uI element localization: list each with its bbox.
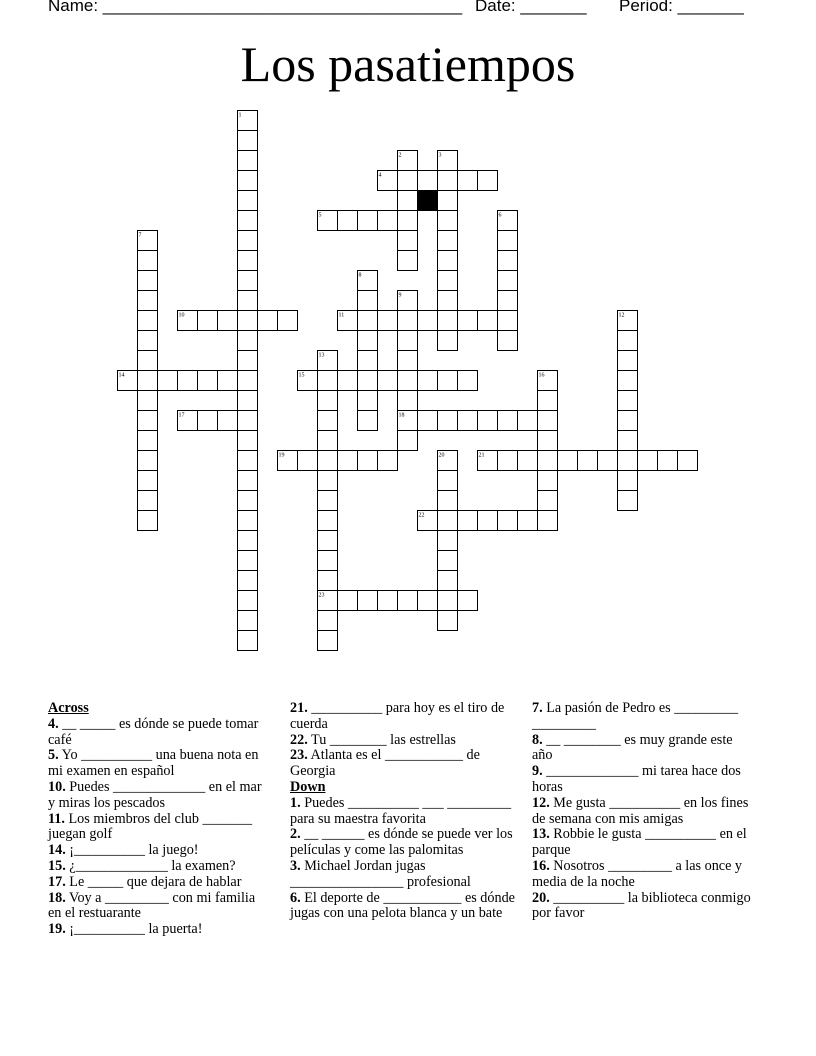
grid-cell[interactable] bbox=[538, 491, 558, 511]
grid-cell[interactable] bbox=[358, 371, 378, 391]
across-clue: 15. ¿_____________ la examen? bbox=[48, 857, 236, 874]
grid-cell[interactable] bbox=[398, 391, 418, 411]
grid-cell[interactable] bbox=[138, 351, 158, 371]
across-heading: Across bbox=[48, 700, 89, 716]
grid-cell[interactable] bbox=[538, 411, 558, 431]
grid-cell[interactable] bbox=[458, 511, 478, 531]
grid-cell[interactable] bbox=[238, 391, 258, 411]
grid-cell[interactable] bbox=[318, 551, 338, 571]
grid-cell[interactable] bbox=[398, 331, 418, 351]
grid-cell[interactable] bbox=[318, 631, 338, 651]
clue-number: 18 bbox=[398, 412, 405, 419]
clue-number: 13 bbox=[318, 352, 325, 359]
clue-number: 16 bbox=[538, 372, 545, 379]
date-field[interactable]: Date: _______ bbox=[475, 0, 587, 15]
grid-cell[interactable] bbox=[438, 411, 458, 431]
down-clue: 9. _____________ mi tarea hace dos horas bbox=[532, 763, 741, 795]
name-field[interactable]: Name: ______________________________________ bbox=[48, 0, 463, 15]
grid-cell[interactable] bbox=[438, 211, 458, 231]
clue-number: 2 bbox=[398, 152, 402, 159]
across-clue: 18. Voy a _________ con mi familia en el restuarante bbox=[48, 889, 256, 922]
grid-cell[interactable] bbox=[438, 571, 458, 591]
grid-cell[interactable] bbox=[498, 271, 518, 291]
grid-cell[interactable] bbox=[238, 251, 258, 271]
down-clue: 7. La pasión de Pedro es _________ _________ bbox=[532, 700, 739, 732]
grid-cell[interactable] bbox=[498, 451, 518, 471]
grid-cell[interactable] bbox=[238, 351, 258, 371]
grid-cell[interactable] bbox=[198, 371, 218, 391]
grid-cell[interactable] bbox=[198, 311, 218, 331]
grid-cell[interactable] bbox=[458, 171, 478, 191]
grid-cell[interactable] bbox=[138, 431, 158, 451]
grid-cell[interactable] bbox=[538, 391, 558, 411]
grid-cell[interactable] bbox=[238, 451, 258, 471]
across-clue: 23. Atlanta es el ___________ de Georgia bbox=[290, 747, 480, 780]
clue-number: 9 bbox=[398, 292, 402, 299]
grid-cell[interactable] bbox=[618, 491, 638, 511]
grid-cell[interactable] bbox=[498, 311, 518, 331]
grid-cell[interactable] bbox=[238, 531, 258, 551]
grid-cell[interactable] bbox=[678, 451, 698, 471]
grid-cell[interactable] bbox=[218, 311, 238, 331]
grid-cell[interactable] bbox=[238, 591, 258, 611]
grid-cell[interactable] bbox=[238, 471, 258, 491]
grid-cell[interactable] bbox=[238, 331, 258, 351]
grid-cell[interactable] bbox=[138, 271, 158, 291]
across-clue: 21. __________ para hoy es el tiro de cuerda bbox=[290, 700, 505, 732]
grid-cell[interactable] bbox=[238, 291, 258, 311]
grid-cell[interactable] bbox=[218, 371, 238, 391]
clue-number: 8 bbox=[358, 272, 362, 279]
grid-cell[interactable] bbox=[238, 571, 258, 591]
grid-cell[interactable] bbox=[618, 331, 638, 351]
grid-cell[interactable] bbox=[618, 431, 638, 451]
grid-cell[interactable] bbox=[398, 251, 418, 271]
grid-cell[interactable] bbox=[418, 371, 438, 391]
grid-cell[interactable] bbox=[518, 411, 538, 431]
grid-cell[interactable] bbox=[318, 511, 338, 531]
down-clue: 12. Me gusta __________ en los fines de semana con mis amigas bbox=[532, 794, 749, 827]
across-clue: 5. Yo __________ una buena nota en mi examen en español bbox=[48, 747, 259, 780]
grid-cell[interactable] bbox=[398, 231, 418, 251]
across-clue: 11. Los miembros del club _______ juegan golf bbox=[48, 810, 253, 843]
grid-cell[interactable] bbox=[378, 371, 398, 391]
grid-cell[interactable] bbox=[138, 371, 158, 391]
clue-number: 19 bbox=[278, 452, 285, 459]
grid-cell[interactable] bbox=[358, 351, 378, 371]
grid-cell[interactable] bbox=[358, 591, 378, 611]
clue-column-3 bbox=[532, 701, 756, 922]
down-clue: 20. __________ la biblioteca conmigo por favor bbox=[532, 889, 751, 922]
grid-cell[interactable] bbox=[498, 411, 518, 431]
grid-cell[interactable] bbox=[398, 591, 418, 611]
grid-cell[interactable] bbox=[538, 511, 558, 531]
grid-cell[interactable] bbox=[138, 511, 158, 531]
grid-cell[interactable] bbox=[498, 511, 518, 531]
grid-cell[interactable] bbox=[398, 171, 418, 191]
grid-cell[interactable] bbox=[258, 311, 278, 331]
grid-cell[interactable] bbox=[438, 231, 458, 251]
grid-cell[interactable] bbox=[238, 211, 258, 231]
grid-cell[interactable] bbox=[138, 471, 158, 491]
grid-cell[interactable] bbox=[138, 391, 158, 411]
grid-cell[interactable] bbox=[438, 191, 458, 211]
grid-cell[interactable] bbox=[658, 451, 678, 471]
clue-number: 20 bbox=[438, 452, 445, 459]
grid-cell[interactable] bbox=[378, 591, 398, 611]
grid-cell[interactable] bbox=[618, 391, 638, 411]
grid-cell[interactable] bbox=[238, 371, 258, 391]
grid-cell[interactable] bbox=[318, 491, 338, 511]
grid-cell[interactable] bbox=[438, 531, 458, 551]
grid-cell[interactable] bbox=[438, 591, 458, 611]
grid-cell[interactable] bbox=[318, 411, 338, 431]
grid-cell[interactable] bbox=[398, 351, 418, 371]
grid-cell[interactable] bbox=[578, 451, 598, 471]
grid-cell[interactable] bbox=[158, 371, 178, 391]
grid-cell[interactable] bbox=[138, 251, 158, 271]
across-clue: 14. ¡__________ la juego! bbox=[48, 842, 199, 859]
grid-cell[interactable] bbox=[458, 591, 478, 611]
grid-cell[interactable] bbox=[458, 411, 478, 431]
grid-cell[interactable] bbox=[238, 171, 258, 191]
grid-cell[interactable] bbox=[238, 271, 258, 291]
down-clue: 16. Nosotros _________ a las once y media de la noche bbox=[532, 857, 743, 890]
grid-cell[interactable] bbox=[498, 251, 518, 271]
grid-cell[interactable] bbox=[398, 431, 418, 451]
grid-cell[interactable] bbox=[558, 451, 578, 471]
grid-cell[interactable] bbox=[238, 491, 258, 511]
grid-cell[interactable] bbox=[618, 351, 638, 371]
grid-block bbox=[418, 191, 438, 211]
grid-cell[interactable] bbox=[318, 531, 338, 551]
grid-cell[interactable] bbox=[318, 451, 338, 471]
grid-cell[interactable] bbox=[438, 251, 458, 271]
clue-number: 15 bbox=[298, 372, 305, 379]
grid-cell[interactable] bbox=[398, 311, 418, 331]
clue-number: 10 bbox=[178, 312, 185, 319]
across-clue: 4. __ _____ es dónde se puede tomar café bbox=[48, 715, 259, 748]
clue-number: 6 bbox=[498, 212, 502, 219]
grid-cell[interactable] bbox=[478, 511, 498, 531]
grid-cell[interactable] bbox=[138, 331, 158, 351]
grid-cell[interactable] bbox=[378, 451, 398, 471]
down-clue: 1. Puedes __________ ___ _________ para su maestra favorita bbox=[290, 794, 512, 827]
grid-cell[interactable] bbox=[478, 411, 498, 431]
clue-number: 23 bbox=[318, 592, 325, 599]
grid-cell[interactable] bbox=[418, 591, 438, 611]
down-heading: Down bbox=[290, 778, 326, 795]
grid-cell[interactable] bbox=[518, 451, 538, 471]
clue-number: 11 bbox=[338, 312, 345, 319]
grid-cell[interactable] bbox=[538, 451, 558, 471]
clue-number: 7 bbox=[138, 232, 142, 239]
grid-cell[interactable] bbox=[138, 311, 158, 331]
grid-cell[interactable] bbox=[318, 431, 338, 451]
grid-cell[interactable] bbox=[358, 451, 378, 471]
grid-cell[interactable] bbox=[418, 411, 438, 431]
grid-cell[interactable] bbox=[518, 511, 538, 531]
clue-number: 3 bbox=[438, 152, 442, 159]
grid-cell[interactable] bbox=[378, 211, 398, 231]
clue-column-2 bbox=[290, 701, 516, 922]
grid-cell[interactable] bbox=[238, 311, 258, 331]
grid-cell[interactable] bbox=[618, 371, 638, 391]
across-clue: 17. Le _____ que dejara de hablar bbox=[48, 873, 242, 890]
grid-cell[interactable] bbox=[618, 451, 638, 471]
grid-cell[interactable] bbox=[418, 171, 438, 191]
grid-cell[interactable] bbox=[398, 371, 418, 391]
grid-cell[interactable] bbox=[538, 431, 558, 451]
grid-cell[interactable] bbox=[438, 311, 458, 331]
grid-cell[interactable] bbox=[338, 591, 358, 611]
grid-cell[interactable] bbox=[338, 211, 358, 231]
grid-cell[interactable] bbox=[438, 611, 458, 631]
grid-cell[interactable] bbox=[138, 291, 158, 311]
down-clue: 13. Robbie le gusta __________ en el parque bbox=[532, 826, 747, 859]
clue-number: 22 bbox=[418, 512, 425, 519]
grid-cell[interactable] bbox=[358, 411, 378, 431]
down-clue: 2. __ ______ es dónde se puede ver los películas y come las palomitas bbox=[290, 826, 513, 859]
across-clue: 22. Tu ________ las estrellas bbox=[290, 731, 456, 748]
grid-cell[interactable] bbox=[438, 271, 458, 291]
grid-cell[interactable] bbox=[438, 471, 458, 491]
grid-cell[interactable] bbox=[138, 491, 158, 511]
across-clue: 10. Puedes _____________ en el mar y miras los pescados bbox=[48, 778, 262, 811]
grid-cell[interactable] bbox=[438, 291, 458, 311]
clue-number: 4 bbox=[378, 172, 382, 179]
grid-cell[interactable] bbox=[238, 611, 258, 631]
grid-cell[interactable] bbox=[358, 391, 378, 411]
grid-cell[interactable] bbox=[238, 231, 258, 251]
grid-cell[interactable] bbox=[498, 331, 518, 351]
grid-cell[interactable] bbox=[238, 631, 258, 651]
down-clue: 3. Michael Jordan jugas ________________ profesional bbox=[290, 857, 471, 890]
grid-cell[interactable] bbox=[618, 471, 638, 491]
grid-cell[interactable] bbox=[398, 191, 418, 211]
grid-cell[interactable] bbox=[318, 371, 338, 391]
clue-number: 21 bbox=[478, 452, 485, 459]
grid-cell[interactable] bbox=[478, 311, 498, 331]
clue-number: 1 bbox=[238, 112, 242, 119]
down-clue: 8. __ ________ es muy grande este año bbox=[532, 731, 733, 764]
grid-cell[interactable] bbox=[238, 411, 258, 431]
grid-cell[interactable] bbox=[598, 451, 618, 471]
across-clue: 19. ¡__________ la puerta! bbox=[48, 921, 203, 938]
grid-cell[interactable] bbox=[318, 391, 338, 411]
clue-number: 14 bbox=[118, 372, 125, 379]
grid-cell[interactable] bbox=[138, 411, 158, 431]
grid-cell[interactable] bbox=[238, 431, 258, 451]
grid-cell[interactable] bbox=[498, 231, 518, 251]
grid-cell[interactable] bbox=[418, 311, 438, 331]
grid-cell[interactable] bbox=[298, 451, 318, 471]
grid-cell[interactable] bbox=[238, 131, 258, 151]
grid-cell[interactable] bbox=[338, 451, 358, 471]
grid-cell[interactable] bbox=[178, 371, 198, 391]
grid-cell[interactable] bbox=[458, 311, 478, 331]
grid-cell[interactable] bbox=[378, 311, 398, 331]
grid-cell[interactable] bbox=[318, 571, 338, 591]
grid-cell[interactable] bbox=[238, 151, 258, 171]
grid-cell[interactable] bbox=[138, 451, 158, 471]
grid-cell[interactable] bbox=[438, 371, 458, 391]
grid-cell[interactable] bbox=[458, 371, 478, 391]
grid-cell[interactable] bbox=[358, 311, 378, 331]
grid-cell[interactable] bbox=[238, 551, 258, 571]
grid-cell[interactable] bbox=[438, 511, 458, 531]
grid-cell[interactable] bbox=[278, 311, 298, 331]
grid-cell[interactable] bbox=[498, 291, 518, 311]
period-field[interactable]: Period: _______ bbox=[619, 0, 744, 15]
grid-cell[interactable] bbox=[538, 471, 558, 491]
clue-number: 17 bbox=[178, 412, 185, 419]
grid-cell[interactable] bbox=[638, 451, 658, 471]
grid-cell[interactable] bbox=[438, 331, 458, 351]
grid-cell[interactable] bbox=[238, 191, 258, 211]
grid-cell[interactable] bbox=[238, 511, 258, 531]
grid-cell[interactable] bbox=[358, 211, 378, 231]
grid-cell[interactable] bbox=[438, 551, 458, 571]
grid-cell[interactable] bbox=[318, 611, 338, 631]
grid-cell[interactable] bbox=[198, 411, 218, 431]
clue-column-1 bbox=[48, 701, 266, 938]
down-clue: 6. El deporte de ___________ es dónde jugas con una pelota blanca y un bate bbox=[290, 889, 515, 922]
grid-cell[interactable] bbox=[358, 331, 378, 351]
grid-cell[interactable] bbox=[438, 171, 458, 191]
clue-number: 12 bbox=[618, 312, 625, 319]
grid-cell[interactable] bbox=[338, 371, 358, 391]
grid-cell[interactable] bbox=[358, 291, 378, 311]
grid-cell[interactable] bbox=[618, 411, 638, 431]
clue-number: 5 bbox=[318, 212, 322, 219]
grid-cell[interactable] bbox=[438, 491, 458, 511]
grid-cell[interactable] bbox=[218, 411, 238, 431]
grid-cell[interactable] bbox=[318, 471, 338, 491]
grid-cell[interactable] bbox=[478, 171, 498, 191]
page-title: Los pasatiempos bbox=[240, 36, 576, 92]
grid-cell[interactable] bbox=[398, 211, 418, 231]
